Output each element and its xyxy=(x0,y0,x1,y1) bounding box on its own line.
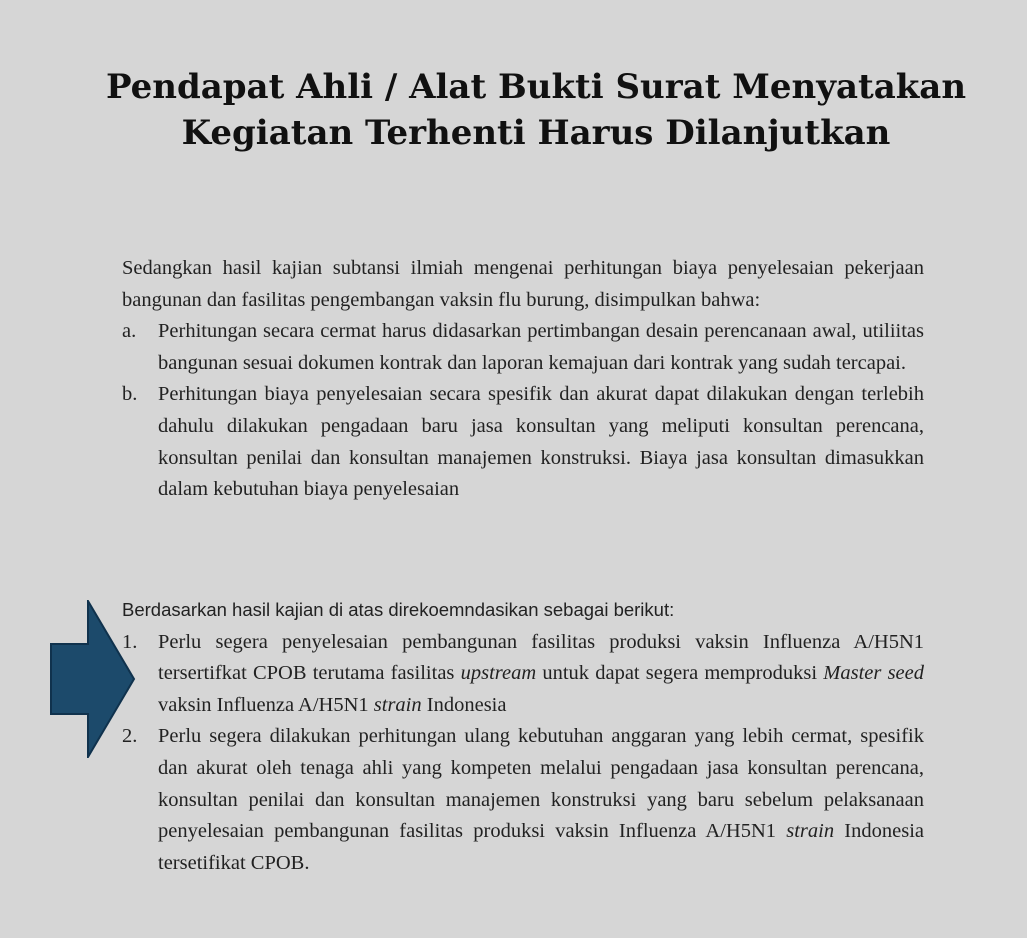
title-line-2: Kegiatan Terhenti Harus Dilanjutkan xyxy=(181,113,891,153)
text-segment: Perlu segera dilakukan perhitungan ulang kebutuhan anggaran yang lebih cermat, spesifik dan akurat oleh tenaga ahli yang kompeten melalui pengadaan jasa konsultan perencana, konsultan penilai dan konsultan manajemen konstruksi yang baru sebelum pelaksanaan penyelesaian pembangunan fasilitas produksi vaksin Influenza A/H5N1 xyxy=(158,725,924,843)
recommendation-section xyxy=(122,594,924,879)
text-segment: Perlu segera penyelesaian pembangunan fasilitas produksi vaksin Influenza A/H5N1 tersertifkat CPOB terutama fasilitas xyxy=(158,630,924,685)
list-marker: b. xyxy=(122,383,138,406)
list-item-text: Perhitungan secara cermat harus didasarkan pertimbangan desain perencanaan awal, utiliitas bangunan sesuai dokumen kontrak dan laporan kemajuan dari kontrak yang sudah tercapai. xyxy=(158,320,924,374)
intro-paragraph: Sedangkan hasil kajian subtansi ilmiah mengenai perhitungan biaya penyelesaian pekerjaan bangunan dan fasilitas pengembangan vaksin flu burung, disimpulkan bahwa: xyxy=(122,257,924,311)
list-marker: 1. xyxy=(122,630,138,653)
page-title xyxy=(0,64,1027,156)
italic-term: strain xyxy=(373,693,422,716)
italic-term: Master seed xyxy=(823,662,924,685)
italic-term: strain xyxy=(786,820,835,843)
list-item-a xyxy=(122,316,924,379)
recommendation-heading: Berdasarkan hasil kajian di atas direkoemndasikan sebagai berikut: xyxy=(122,599,675,620)
text-segment: Indonesia tersetifikat CPOB. xyxy=(158,820,925,874)
recommendation-item-1 xyxy=(122,627,924,722)
recommendation-item-2 xyxy=(122,721,924,879)
list-item-b xyxy=(122,379,924,505)
list-item-text: Perhitungan biaya penyelesaian secara spesifik dan akurat dapat dilakukan dengan terlebih dahulu dilakukan pengadaan baru jasa konsultan yang meliputi konsultan perencana, konsultan penilai dan konsultan manajemen konstruksi. Biaya jasa konsultan dimasukkan dalam kebutuhan biaya penyelesaian xyxy=(158,383,924,501)
recommendation-list xyxy=(122,627,924,880)
list-marker: a. xyxy=(122,320,137,343)
text-segment: vaksin Influenza A/H5N1 xyxy=(158,693,374,716)
text-segment: Indonesia xyxy=(421,693,507,716)
conclusion-section xyxy=(122,253,924,506)
text-segment: untuk dapat segera memproduksi xyxy=(536,662,824,685)
title-line-1: Pendapat Ahli / Alat Bukti Surat Menyatakan xyxy=(105,67,967,107)
italic-term: upstream xyxy=(460,662,537,685)
conclusion-list xyxy=(122,316,924,506)
list-marker: 2. xyxy=(122,725,138,748)
